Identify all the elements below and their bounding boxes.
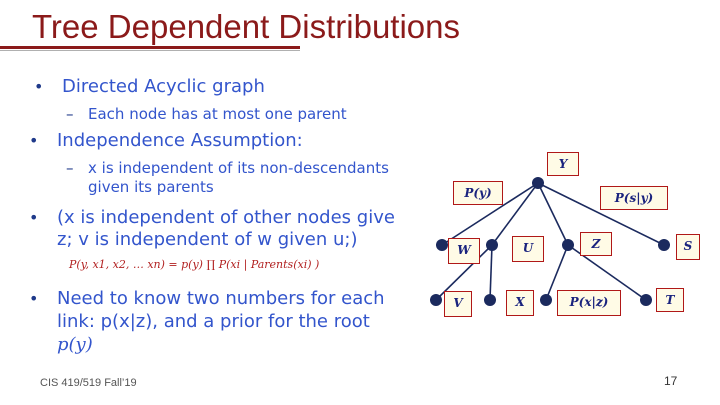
bullet-line: (x is independent of other nodes give (57, 207, 395, 228)
bullet-text: Independence Assumption: (57, 130, 303, 151)
bullet-marker: • (29, 131, 39, 150)
node-v (430, 294, 442, 306)
box-y: Y (547, 152, 579, 176)
footer-course: CIS 419/519 Fall’19 (40, 377, 137, 389)
edge-u-x (490, 245, 492, 300)
box-w: W (448, 238, 480, 264)
box-t: T (656, 288, 684, 312)
bullet-marker: • (29, 289, 39, 308)
bullet-marker: • (34, 77, 44, 96)
sub-bullet-text: Each node has at most one parent (88, 105, 347, 123)
box-pxz: P(x|z) (557, 290, 621, 316)
node-u (486, 239, 498, 251)
box-s: S (676, 234, 700, 260)
bullet-two-numbers-line3: p(y) (57, 334, 93, 355)
node-s (658, 239, 670, 251)
bullet-two-numbers-line2: link: p(x|z), and a prior for the root (57, 311, 370, 332)
node-w (436, 239, 448, 251)
bullet-text: Directed Acyclic graph (62, 76, 265, 97)
slide-title: Tree Dependent Distributions (32, 8, 461, 45)
box-psy: P(s|y) (600, 186, 668, 210)
box-u: U (512, 236, 544, 262)
node-x (484, 294, 496, 306)
bullet-line: Need to know two numbers for each (57, 288, 385, 309)
box-z: Z (580, 232, 612, 256)
sub-bullet-marker: – (66, 105, 74, 123)
box-py: P(y) (453, 181, 503, 205)
node-t (640, 294, 652, 306)
joint-formula: P(y, x1, x2, … xn) = p(y) ∏ P(xi | Parents(xi) ) (69, 258, 320, 271)
node-y (532, 177, 544, 189)
bullet-marker: • (29, 208, 39, 227)
box-x: X (506, 290, 534, 316)
sub-bullet-given-parents: given its parents (88, 178, 214, 196)
node-pxz (540, 294, 552, 306)
bullet-example-line2: z; v is independent of w given u;) (57, 229, 358, 250)
node-z (562, 239, 574, 251)
page-number: 17 (664, 374, 678, 388)
sub-bullet-text: x is independent of its non-descendants (88, 159, 389, 177)
sub-bullet-marker: – (66, 159, 74, 177)
box-v: V (444, 291, 472, 317)
